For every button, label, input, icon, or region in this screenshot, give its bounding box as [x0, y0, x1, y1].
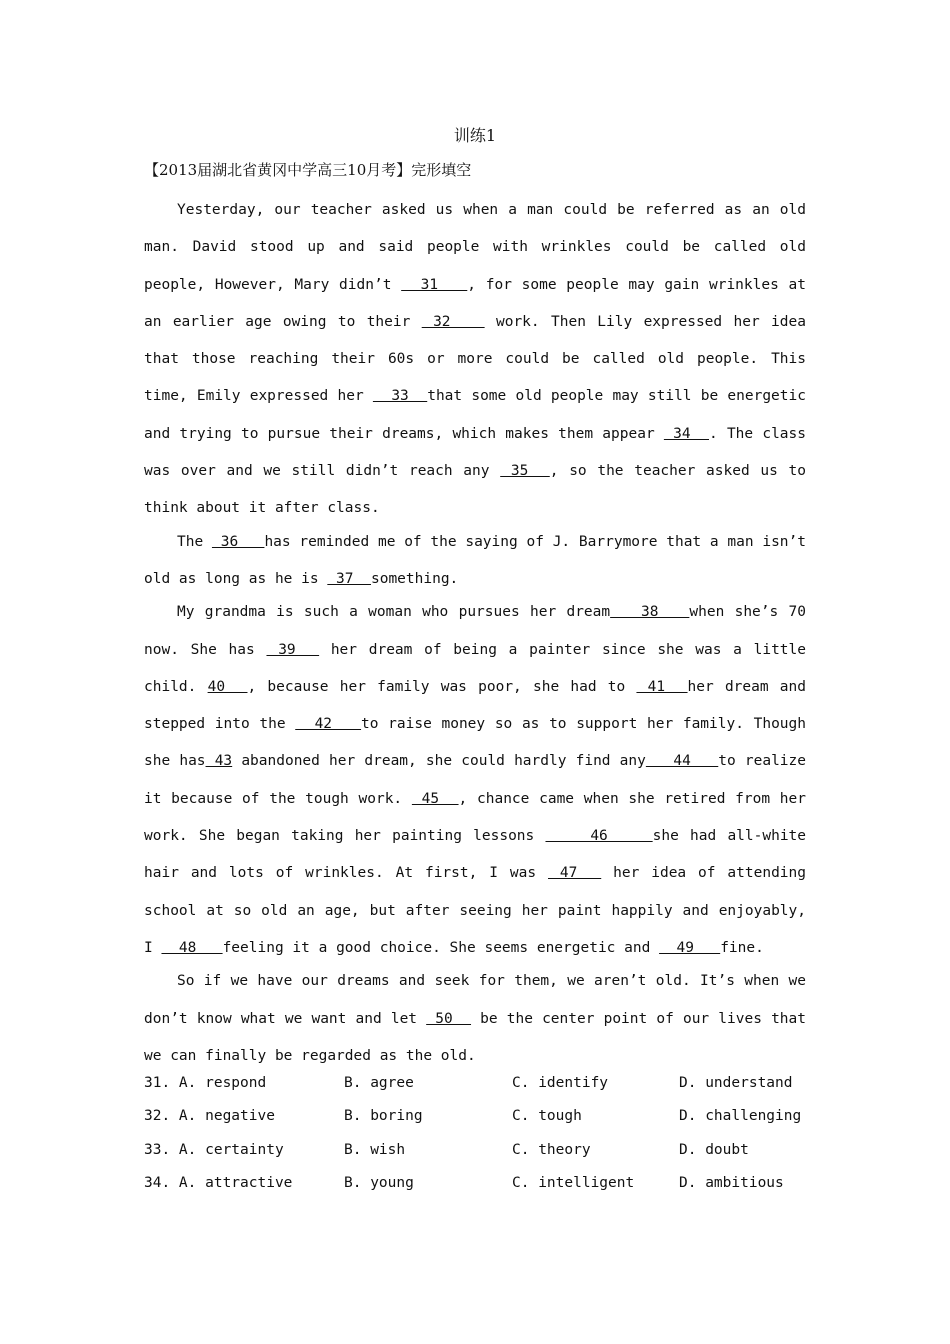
text: My grandma is such a woman who pursues her dream — [177, 604, 611, 621]
blank-48: 48 — [161, 939, 223, 956]
option-b: B. young — [344, 1174, 414, 1191]
answer-options — [144, 1072, 824, 1205]
blank-35: 35 — [500, 463, 550, 480]
option-b: B. boring — [344, 1108, 423, 1125]
paragraph-1 — [144, 192, 806, 528]
blank-49: 49 — [659, 939, 721, 956]
blank-37: 37 — [327, 570, 371, 587]
text: has reminded me of the saying of J. Barrymore that a man isn’t old as long as he is — [144, 533, 806, 587]
blank-32: 32 — [421, 313, 485, 330]
page-title: 训练1 — [453, 126, 497, 145]
text: to realize it because of the tough work. — [144, 753, 806, 807]
text: her dream of being a painter since she was a little child. — [144, 641, 806, 695]
blank-50: 50 — [426, 1010, 472, 1027]
option-a: 32. A. negative — [144, 1108, 275, 1125]
option-row-32 — [144, 1105, 824, 1138]
text: that some old people may still be energetic and trying to pursue their dreams, which makes them appear — [144, 388, 806, 442]
option-c: C. identify — [512, 1075, 609, 1091]
blank-31: 31 — [401, 276, 468, 293]
blank-41: 41 — [636, 678, 688, 695]
option-a: 31. A. respond — [144, 1075, 267, 1091]
text: when she’s 70 now. She has — [144, 604, 806, 658]
paragraph-2 — [144, 524, 806, 599]
paragraph-3 — [144, 594, 806, 967]
blank-33: 33 — [372, 388, 428, 405]
text: So if we have our dreams and seek for them, we aren’t old. It’s when we don’t know what we want and let — [144, 973, 806, 1027]
option-c: C. tough — [512, 1108, 582, 1125]
text: she had all-white hair and lots of wrinkles. At first, I was — [144, 828, 807, 882]
text: something. — [370, 570, 459, 587]
text: . The class was over and we still didn’t reach any — [144, 425, 806, 480]
text: , chance came when she retired from her work. She began taking her painting lessons — [144, 790, 806, 845]
cloze-passage — [144, 192, 806, 1075]
text: The — [177, 533, 212, 550]
blank-36: 36 — [211, 533, 265, 550]
blank-42: 42 — [295, 716, 362, 733]
option-c: C. theory — [512, 1141, 591, 1158]
text: her idea of attending school at so old an age, but after seeing her paint happily and enjoyably, I — [144, 865, 806, 956]
option-d: D. doubt — [679, 1141, 749, 1158]
paragraph-4 — [144, 963, 806, 1075]
blank-44: 44 — [645, 753, 719, 770]
option-c: C. intelligent — [512, 1174, 635, 1191]
blank-34: 34 — [663, 425, 709, 442]
option-a: 34. A. attractive — [144, 1174, 293, 1191]
blank-46: 46 — [545, 828, 653, 845]
option-d: D. ambitious — [679, 1174, 784, 1191]
text: her dream and stepped into the — [144, 678, 806, 733]
text: abandoned her dream, she could hardly find any — [232, 753, 646, 770]
blank-43: 43 — [205, 753, 233, 770]
text: Yesterday, our teacher asked us when a man could be referred as an old man. David stood up and said people with wrinkles could be called old people, However, Mary didn’t — [144, 202, 806, 293]
text: fine. — [720, 939, 764, 956]
text: , for some people may gain wrinkles at an earlier age owing to their — [144, 276, 807, 330]
section-heading: 【2013届湖北省黄冈中学高三10月考】完形填空 — [144, 161, 472, 179]
option-a: 33. A. certainty — [144, 1141, 284, 1158]
blank-40: 40 — [207, 678, 248, 695]
blank-45: 45 — [411, 790, 459, 807]
option-d: D. understand — [679, 1075, 793, 1091]
option-b: B. agree — [344, 1075, 414, 1091]
text: to raise money so as to support her family. Though she has — [144, 716, 806, 770]
text: work. Then Lily expressed her idea that those reaching their 60s or more could be called old people. This time, Emily expressed her — [144, 313, 806, 405]
option-d: D. challenging — [679, 1108, 802, 1125]
option-row-33 — [144, 1139, 824, 1172]
option-row-34 — [144, 1172, 824, 1205]
blank-38: 38 — [610, 604, 690, 621]
blank-39: 39 — [266, 641, 320, 658]
option-row-31 — [144, 1072, 824, 1105]
text: feeling it a good choice. She seems energetic and — [222, 939, 660, 956]
text: , so the teacher asked us to think about it after class. — [144, 463, 806, 517]
text: , because her family was poor, she had to — [247, 678, 637, 695]
blank-47: 47 — [548, 865, 602, 882]
text: be the center point of our lives that we can finally be regarded as the old. — [144, 1010, 806, 1064]
option-b: B. wish — [344, 1141, 406, 1158]
